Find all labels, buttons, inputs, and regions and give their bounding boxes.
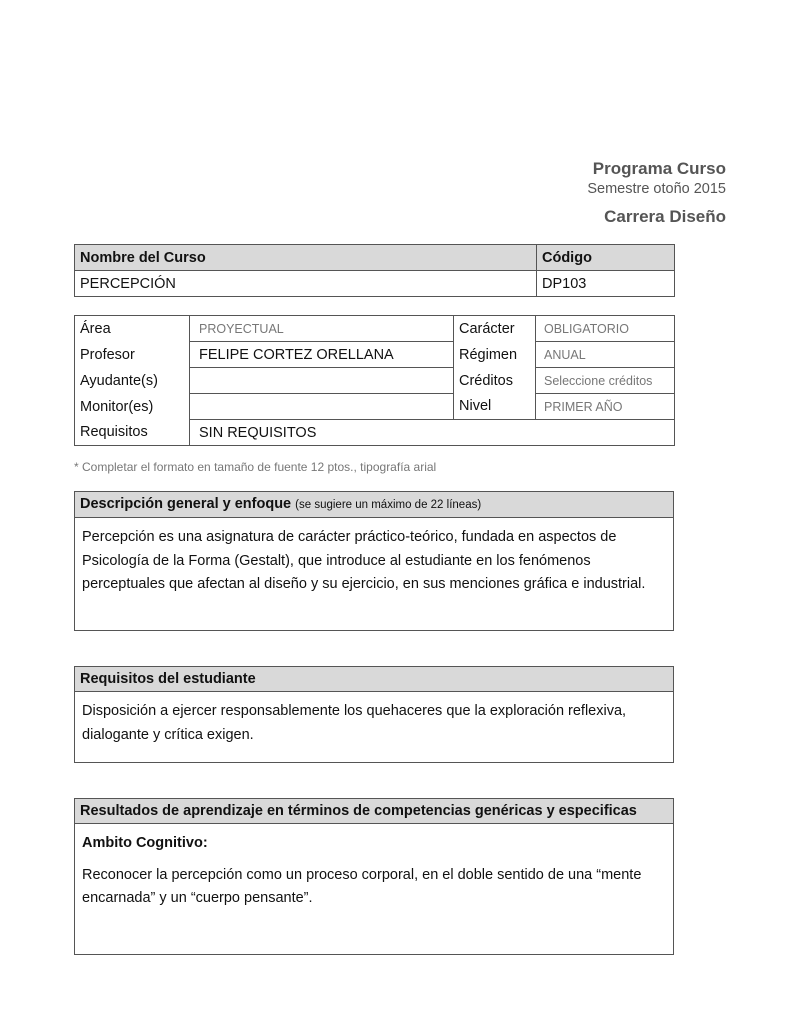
ayudante-label: Ayudante(s): [75, 368, 190, 394]
regimen-label: Régimen: [459, 346, 518, 363]
area-label: Área: [75, 316, 190, 342]
results-body[interactable]: Reconocer la percepción como un proceso corporal, en el doble sentido de una “mente encarnada” y un “cuerpo pensante”.: [82, 866, 642, 906]
nivel-field[interactable]: PRIMER AÑO: [536, 394, 675, 420]
area-field[interactable]: PROYECTUAL: [190, 316, 454, 342]
ayudante-field[interactable]: [190, 368, 454, 394]
semester-label: Semestre otoño 2015: [587, 181, 726, 197]
regimen-field[interactable]: ANUAL: [536, 342, 675, 368]
description-subtitle: (se sugiere un máximo de 22 líneas): [295, 499, 482, 511]
monitor-field[interactable]: [190, 394, 454, 420]
requirements-section: [74, 666, 674, 763]
creditos-field[interactable]: Seleccione créditos: [536, 368, 675, 394]
profesor-label: Profesor: [75, 342, 190, 368]
requirements-body[interactable]: Disposición a ejercer responsablemente los quehaceres que la exploración reflexiva, dialogante y crítica exigen.: [82, 703, 627, 743]
course-table: [74, 244, 675, 297]
document-title: Programa Curso: [592, 159, 726, 178]
description-body[interactable]: Percepción es una asignatura de carácter práctico-teórico, fundada en aspectos de Psicología de la Forma (Gestalt), que introduce al estudiante en los fenómenos perceptuales que afectan al diseño y su ejercicio, en sus menciones gráfica e industrial.: [82, 529, 646, 592]
caracter-label: Carácter: [454, 316, 536, 342]
course-name-value[interactable]: PERCEPCIÓN: [75, 271, 537, 297]
nivel-label: Nivel: [459, 398, 492, 415]
requirements-heading: Requisitos del estudiante: [75, 667, 673, 692]
results-body-container[interactable]: [75, 824, 673, 919]
course-code-header: Código: [537, 245, 675, 271]
creditos-label: Créditos: [459, 372, 513, 389]
course-code-value[interactable]: DP103: [537, 271, 675, 297]
requisitos-field[interactable]: SIN REQUISITOS: [190, 420, 675, 446]
profesor-field[interactable]: FELIPE CORTEZ ORELLANA: [190, 342, 454, 368]
results-section: [74, 798, 674, 955]
description-heading: [75, 492, 673, 518]
document-header: [587, 158, 726, 228]
caracter-field[interactable]: OBLIGATORIO: [536, 316, 675, 342]
results-heading: Resultados de aprendizaje en términos de competencias genéricas y especificas: [75, 799, 673, 824]
format-footnote: * Completar el formato en tamaño de fuente 12 ptos., tipografía arial: [74, 460, 437, 474]
career-label: Carrera Diseño: [604, 207, 726, 226]
ambito-cognitivo-label: Ambito Cognitivo:: [82, 835, 208, 851]
description-title: Descripción general y enfoque: [80, 496, 292, 512]
course-name-header: Nombre del Curso: [75, 245, 537, 271]
monitor-label: Monitor(es): [75, 394, 190, 420]
requisitos-label: Requisitos: [75, 420, 190, 446]
course-info-table: [74, 315, 675, 446]
description-section: [74, 491, 674, 631]
